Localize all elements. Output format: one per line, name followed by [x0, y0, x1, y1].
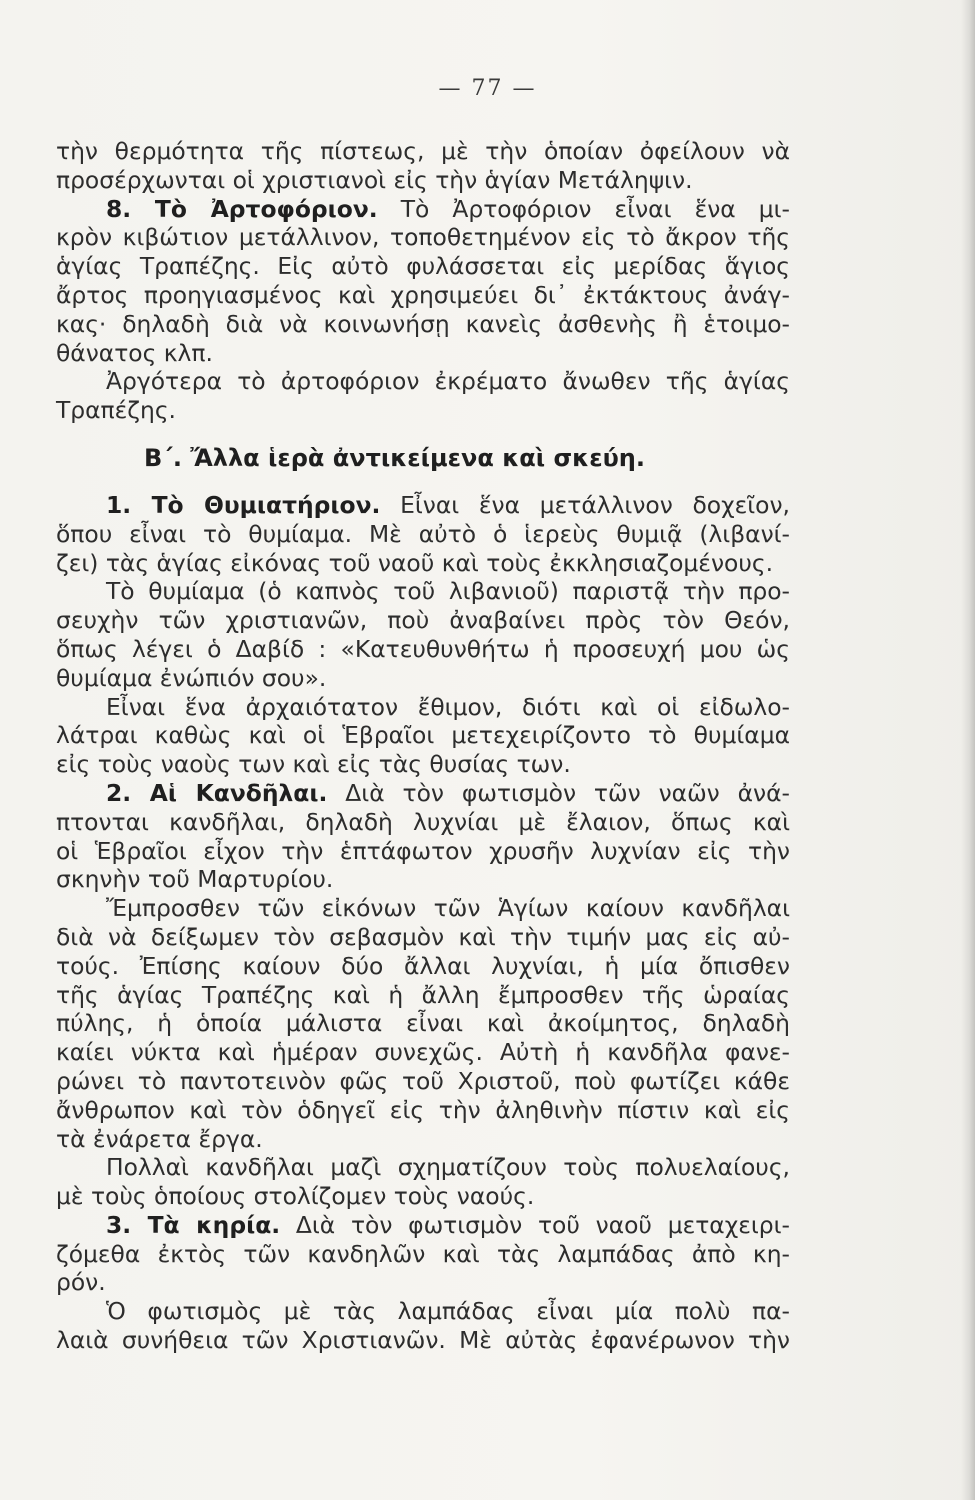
- text-line: εἰς τοὺς ναοὺς των καὶ εἰς τὰς θυσίας των.: [56, 750, 571, 779]
- text-line: ζόμεθα ἐκτὸς τῶν κανδηλῶν καὶ τὰς λαμπάδας ἀπὸ κη-: [56, 1239, 790, 1268]
- heading-spacer: [56, 473, 790, 491]
- text-line: Ὁ φωτισμὸς μὲ τὰς λαμπάδας εἶναι μία πολὺ πα-: [106, 1297, 790, 1326]
- text-line: τὰ ἐνάρετα ἔργα.: [56, 1124, 263, 1153]
- subsection-title: 1. Τὸ Θυμιατήριον.: [106, 490, 381, 519]
- text-line: κας· δηλαδὴ διὰ νὰ κοινωνήσῃ κανεὶς ἀσθενὴς ἢ ἑτοιμο-: [56, 309, 790, 338]
- text-line: διὰ νὰ δείξωμεν τὸν σεβασμὸν καὶ τὴν τιμήν μας εἰς αὐ-: [56, 922, 790, 951]
- text-line: ρώνει τὸ παντοτεινὸν φῶς τοῦ Χριστοῦ, ποὺ φωτίζει κάθε: [56, 1066, 790, 1095]
- text-line: θυμίαμα ἐνώπιόν σου».: [56, 663, 327, 692]
- section-heading: Β΄. Ἄλλα ἱερὰ ἀντικείμενα καὶ σκεύη.: [144, 443, 645, 472]
- text-line: κρὸν κιβώτιον μετάλλινον, τοποθετημένον εἰς τὸ ἄκρον τῆς: [56, 223, 790, 252]
- text-line: Εἶναι ἕνα ἀρχαιότατον ἔθιμον, διότι καὶ οἱ εἰδωλο-: [106, 692, 790, 721]
- subsection-title: 2. Αἱ Κανδῆλαι.: [106, 778, 328, 807]
- text-line: μὲ τοὺς ὁποίους στολίζομεν τοὺς ναούς.: [56, 1182, 535, 1211]
- heading-spacer: [56, 425, 790, 443]
- text-line: ὅπως λέγει ὁ Δαβίδ : «Κατευθυνθήτω ἡ προσευχή μου ὡς: [56, 634, 790, 663]
- text-line: λάτραι καθὼς καὶ οἱ Ἑβραῖοι μετεχειρίζοντο τὸ θυμίαμα: [56, 721, 790, 750]
- body-text: [56, 137, 790, 1355]
- text-line: Τὸ θυμίαμα (ὁ καπνὸς τοῦ λιβανιοῦ) παριστᾷ τὴν προ-: [106, 577, 790, 606]
- text-line: τούς. Ἐπίσης καίουν δύο ἄλλαι λυχνίαι, ἡ μία ὄπισθεν: [56, 951, 790, 980]
- subsection-title: 3. Τὰ κηρία.: [106, 1210, 281, 1239]
- text-line: [56, 491, 790, 520]
- text-line: σευχὴν τῶν χριστιανῶν, ποὺ ἀναβαίνει πρὸς τὸν Θεόν,: [56, 606, 790, 635]
- text-line: καίει νύκτα καὶ ἡμέραν συνεχῶς. Αὐτὴ ἡ κανδῆλα φανε-: [56, 1038, 790, 1067]
- subsection-title: 8. Τὸ Ἀρτοφόριον.: [106, 194, 378, 223]
- text-line: τῆς ἁγίας Τραπέζης καὶ ἡ ἄλλη ἔμπροσθεν τῆς ὡραίας: [56, 980, 790, 1009]
- text-line: πύλης, ἡ ὁποία μάλιστα εἶναι καὶ ἀκοίμητος, δηλαδὴ: [56, 1009, 790, 1038]
- page-edge-shadow: [961, 0, 975, 1500]
- text-line: Ἀργότερα τὸ ἀρτοφόριον ἐκρέματο ἄνωθεν τῆς ἁγίας: [106, 367, 790, 396]
- text-line: ζει) τὰς ἁγίας εἰκόνας τοῦ ναοῦ καὶ τοὺς ἐκκλησιαζομένους.: [56, 548, 774, 577]
- line-text: Διὰ τὸν φωτισμὸν τῶν ναῶν ἀνά-: [327, 778, 790, 807]
- text-line: [56, 195, 790, 224]
- line-text: Διὰ τὸν φωτισμὸν τοῦ ναοῦ μεταχειρι-: [280, 1210, 790, 1239]
- text-line: Τραπέζης.: [56, 396, 176, 425]
- page-number: — 77 —: [438, 76, 537, 101]
- text-line: πτονται κανδῆλαι, δηλαδὴ λυχνίαι μὲ ἔλαιον, ὅπως καὶ: [56, 807, 790, 836]
- text-line: ρόν.: [56, 1268, 106, 1297]
- text-line: σκηνὴν τοῦ Μαρτυρίου.: [56, 865, 334, 894]
- text-line: ἄρτος προηγιασμένος καὶ χρησιμεύει δι᾽ ἐκτάκτους ἀνάγ-: [56, 280, 790, 309]
- text-line: λαιὰ συνήθεια τῶν Χριστιανῶν. Μὲ αὐτὰς ἐφανέρωνον τὴν: [56, 1326, 790, 1355]
- text-line: [56, 779, 790, 808]
- text-line: ἄνθρωπον καὶ τὸν ὁδηγεῖ εἰς τὴν ἀληθινὴν πίστιν καὶ εἰς: [56, 1095, 790, 1124]
- text-line: ὅπου εἶναι τὸ θυμίαμα. Μὲ αὐτὸ ὁ ἱερεὺς θυμιᾷ (λιβανί-: [56, 519, 790, 548]
- text-line: προσέρχωνται οἱ χριστιανοὶ εἰς τὴν ἁγίαν Μετάληψιν.: [56, 165, 693, 194]
- text-line: τὴν θερμότητα τῆς πίστεως, μὲ τὴν ὁποίαν ὀφείλουν νὰ: [56, 137, 790, 165]
- line-text: Εἶναι ἕνα μετάλλινον δοχεῖον,: [380, 490, 790, 519]
- text-line: θάνατος κλπ.: [56, 338, 213, 367]
- text-line: οἱ Ἑβραῖοι εἶχον τὴν ἑπτάφωτον χρυσῆν λυχνίαν εἰς τὴν: [56, 836, 790, 865]
- text-line: Πολλαὶ κανδῆλαι μαζὶ σχηματίζουν τοὺς πολυελαίους,: [106, 1153, 790, 1182]
- text-line: [56, 1211, 790, 1240]
- text-line: Ἔμπροσθεν τῶν εἰκόνων τῶν Ἁγίων καίουν κανδῆλαι: [106, 894, 790, 923]
- text-line: ἁγίας Τραπέζης. Εἰς αὐτὸ φυλάσσεται εἰς μερίδας ἅγιος: [56, 252, 790, 281]
- line-text: Τὸ Ἀρτοφόριον εἶναι ἕνα μι-: [377, 194, 790, 223]
